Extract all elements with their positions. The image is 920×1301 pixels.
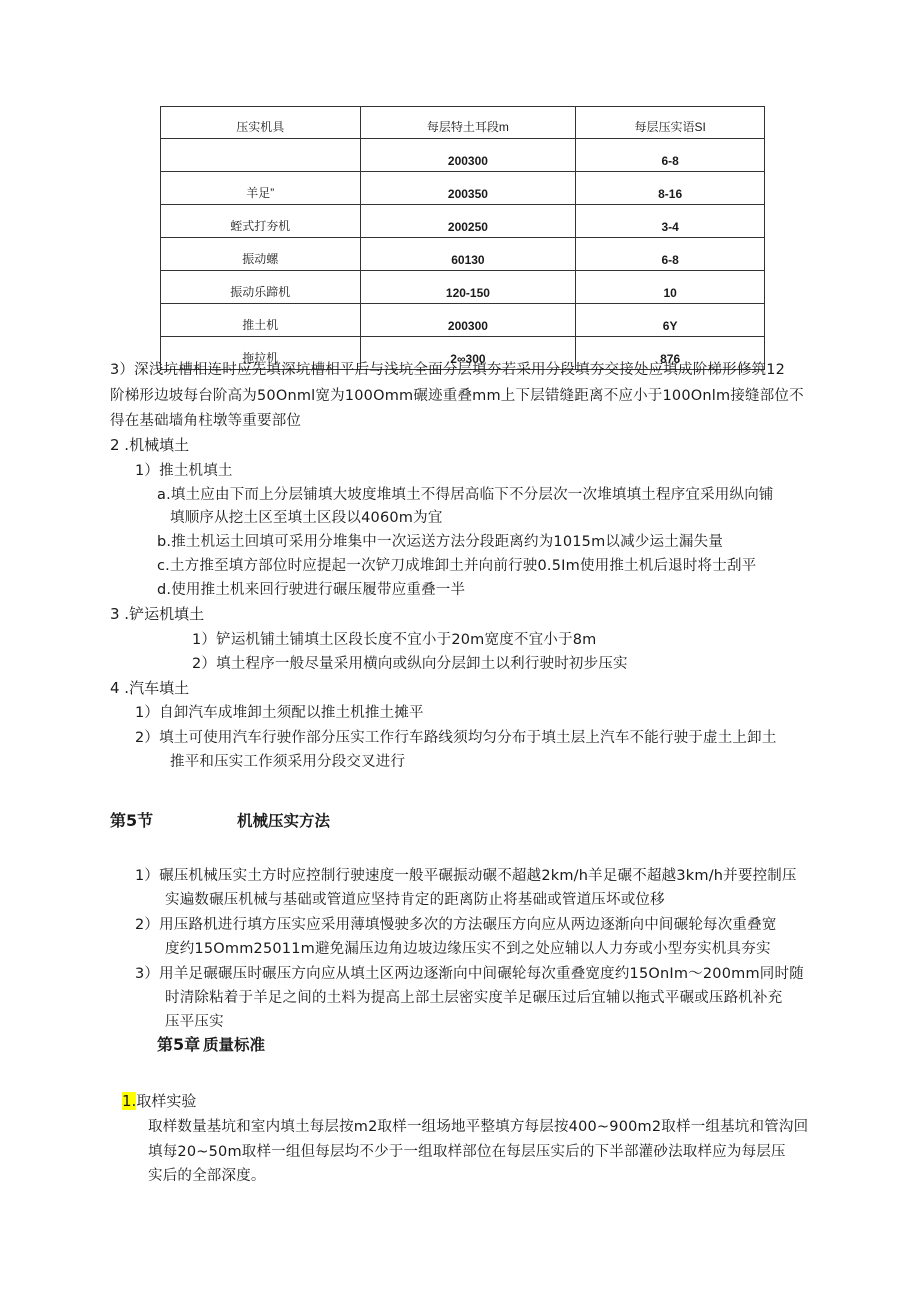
cell-passes: 6Y	[576, 304, 765, 337]
cell-passes: 6-8	[576, 238, 765, 271]
para3-line: 3）深浅坑槽相连时应先填深坑槽相平后与浅坑全面分层填夯若采用分段填夯交接处应填成阶梯形修筑12	[110, 362, 786, 378]
cell-machine: 振动乐蹄机	[161, 271, 361, 304]
chapter-title: 质量标准	[203, 1036, 266, 1054]
bulldozer-item-a-cont: 填顺序从挖土区至填土区段以4060m为宜	[170, 510, 443, 526]
bulldozer-item-d: d.使用推土机来回行驶进行碾压履带应重叠一半	[157, 582, 466, 598]
cell-passes: 8-16	[576, 172, 765, 205]
cell-machine: 拖拉机	[161, 337, 361, 370]
compaction-item-2: 2）用压路机进行填方压实应采用薄填慢驶多次的方法碾压方向应从两边逐渐向中间碾轮每次重叠宽	[135, 917, 777, 933]
sampling-title: 取样实验	[136, 1092, 197, 1110]
cell-passes: 876	[576, 337, 765, 370]
truck-item-1: 1）自卸汽车成堆卸土须配以推土机推土摊平	[135, 705, 424, 721]
compaction-item-1: 1）碾压机械压实土方时应控制行驶速度一般平碾振动碾不超越2km/h羊足碾不超越3km/h并要控制压	[135, 868, 797, 884]
para3-line: 得在基础墙角柱墩等重要部位	[110, 413, 302, 429]
bulldozer-item-b: b.推土机运土回填可采用分堆集中一次运送方法分段距离约为1015m以减少运土漏失量	[157, 534, 724, 550]
sampling-number: 1.	[122, 1092, 137, 1110]
section-number: 第5节	[110, 811, 154, 830]
sampling-line: 实后的全部深度。	[148, 1168, 266, 1184]
cell-thickness: 200250	[360, 205, 576, 238]
table-header-row	[161, 107, 765, 139]
compaction-item-3-cont: 时清除粘着于羊足之间的土料为提高上部土层密实度羊足碾压过后宜辅以拖式平碾或压路机补充	[165, 990, 783, 1006]
truck-item-2: 2）填土可使用汽车行驶作部分压实工作行车路线须均匀分布于填土层上汽车不能行驶于虚土上卸土	[135, 730, 777, 746]
table-row	[161, 172, 765, 205]
cell-thickness: 200300	[360, 139, 576, 172]
cell-passes: 3-4	[576, 205, 765, 238]
cell-thickness: 120-150	[360, 271, 576, 304]
cell-machine	[161, 139, 361, 172]
truck-heading: 4 .汽车填土	[110, 679, 190, 697]
compaction-item-3: 3）用羊足碾碾压时碾压方向应从填土区两边逐渐向中间碾轮每次重叠宽度约15OnIm～200mm同时随	[135, 966, 804, 982]
compaction-item-3-cont2: 压平压实	[165, 1014, 224, 1030]
cell-thickness: 200350	[360, 172, 576, 205]
sampling-line: 取样数量基坑和室内填土每层按m2取样一组场地平整填方每层按400~900m2取样一组基坑和管沟回	[148, 1119, 809, 1135]
cell-passes: 10	[576, 271, 765, 304]
cell-thickness: 2∞300	[360, 337, 576, 370]
cell-machine: 羊足”	[161, 172, 361, 205]
sampling-heading	[122, 1090, 196, 1111]
table-row	[161, 304, 765, 337]
mech-fill-heading: 2 .机械填土	[110, 436, 190, 454]
scraper-heading: 3 .铲运机填土	[110, 605, 205, 623]
table-row	[161, 271, 765, 304]
scraper-item-1: 1）铲运机铺土铺填土区段长度不宜小于20m宽度不宜小于8m	[192, 632, 597, 648]
header-passes: 每层压实语SI	[576, 107, 765, 139]
header-thickness: 每层特土耳段m	[360, 107, 576, 139]
cell-thickness: 60130	[360, 238, 576, 271]
table-row	[161, 139, 765, 172]
compaction-item-1-cont: 实遍数碾压机械与基础或管道应坚持肯定的距离防止将基础或管道压坏或位移	[165, 892, 665, 908]
bulldozer-heading: 1）推土机填土	[135, 463, 233, 479]
sampling-line: 填每20~50m取样一组但每层均不少于一组取样部位在每层压实后的下半部灌砂法取样应为每层压	[148, 1144, 786, 1160]
bulldozer-item-a: a.填土应由下而上分层铺填大坡度堆填土不得居高临下不分层次一次堆填填土程序宜采用纵向铺	[157, 487, 774, 503]
scraper-item-2: 2）填土程序一般尽量采用横向或纵向分层卸土以利行驶时初步压实	[192, 656, 628, 672]
chapter-number: 第5章	[157, 1035, 201, 1054]
table-row	[161, 238, 765, 271]
compaction-spec-table	[160, 106, 765, 370]
truck-item-2-cont: 推平和压实工作须采用分段交叉进行	[170, 754, 406, 770]
cell-machine: 蛭式打夯机	[161, 205, 361, 238]
cell-passes: 6-8	[576, 139, 765, 172]
cell-machine: 推土机	[161, 304, 361, 337]
section-title: 机械压实方法	[237, 812, 331, 830]
para3-line: 阶梯形边坡每台阶高为50Onml宽为100Omm碾迹重叠mm上下层错缝距离不应小于100Onlm接缝部位不	[110, 388, 804, 404]
cell-thickness: 200300	[360, 304, 576, 337]
bulldozer-item-c: c.土方推至填方部位时应提起一次铲刀成堆卸土并向前行驶0.5Im使用推土机后退时将士刮平	[157, 558, 757, 574]
header-machine: 压实机具	[161, 107, 361, 139]
table-row	[161, 205, 765, 238]
cell-machine: 振动螺	[161, 238, 361, 271]
compaction-item-2-cont: 度约15Omm25011m避免漏压边角边坡边缘压实不到之处应辅以人力夯或小型夯实机具夯实	[165, 941, 771, 957]
